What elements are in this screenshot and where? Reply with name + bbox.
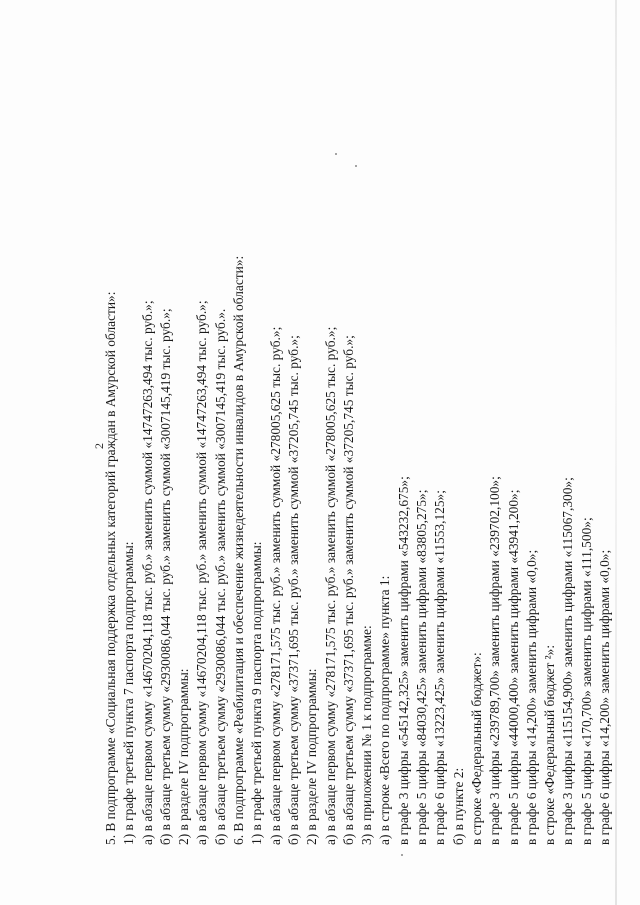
text-line: в графе 5 цифры «44000,400» заменить цифрами «43941,200»; xyxy=(505,489,521,845)
scan-speck xyxy=(401,854,403,856)
text-line: б) в абзаце третьем сумму «2930086,044 тыс. руб.» заменить суммой «3007145,419 тыс. руб.». xyxy=(212,308,228,845)
text-line: б) в абзаце третьем сумму «37371,695 тыс. руб.» заменить суммой «37205,745 тыс. руб.»; xyxy=(285,335,301,845)
text-line: в графе 5 цифры «84030,425» заменить цифрами «83805,275»; xyxy=(414,489,430,845)
text-line: б) в абзаце третьем сумму «37371,695 тыс. руб.» заменить суммой «37205,745 тыс. руб.»; xyxy=(340,335,356,845)
text-line: в графе 3 цифры «115154,900» заменить цифрами «115067,300»; xyxy=(560,477,576,845)
text-line: 6. В подпрограмме «Реабилитация и обеспечение жизнедеятельности инвалидов в Амурской области»: xyxy=(231,255,247,845)
text-line: а) в абзаце первом сумму «278171,575 тыс. руб.» заменить суммой «278005,625 тыс. руб.»; xyxy=(322,326,338,845)
text-line: а) в абзаце первом сумму «14670204,118 тыс. руб.» заменить суммой «14747263,494 тыс. руб.»; xyxy=(194,300,210,845)
text-line: в графе 6 цифры «14,200» заменить цифрами «0,0»; xyxy=(523,549,539,845)
text-line: а) в абзаце первом сумму «14670204,118 тыс. руб.» заменить суммой «14747263,494 тыс. руб.»; xyxy=(139,300,155,845)
text-line: б) в пункте 2: xyxy=(450,767,466,845)
text-line: в графе 3 цифры «239789,700» заменить цифрами «239702,100»; xyxy=(487,476,503,845)
text-line: а) в абзаце первом сумму «278171,575 тыс. руб.» заменить суммой «278005,625 тыс. руб.»; xyxy=(267,326,283,845)
text-line: в графе 3 цифры «545142,325» заменить цифрами «543232,675»; xyxy=(395,476,411,845)
text-line: в строке «Федеральный бюджет ²»: xyxy=(542,644,558,845)
text-line: б) в абзаце третьем сумму «2930086,044 тыс. руб.» заменить суммой «3007145,419 тыс. руб.»; xyxy=(157,308,173,845)
document-body xyxy=(102,155,614,845)
text-line: 2) в разделе IV подпрограммы: xyxy=(304,668,320,845)
scan-edge xyxy=(615,0,617,905)
text-line: в графе 6 цифры «14,200» заменить цифрами «0,0»; xyxy=(597,549,613,845)
text-line: 5. В подпрограмме «Социальная поддержка отдельных категорий граждан в Амурской области»: xyxy=(103,291,118,845)
text-line: 2) в разделе IV подпрограммы: xyxy=(176,668,192,845)
text-line: в строке «Федеральный бюджет»: xyxy=(468,652,484,845)
text-line: 1) в графе третьей пункта 7 паспорта подпрограммы: xyxy=(121,541,137,845)
text-line: в графе 5 цифры «170,700» заменить цифрами «111,500»; xyxy=(578,517,594,845)
page-number: 2 xyxy=(92,443,106,449)
text-line: в графе 6 цифры «13223,425» заменить цифрами «11553,125»; xyxy=(432,490,448,845)
text-line: 1) в графе третьей пункта 9 паспорта подпрограммы: xyxy=(249,541,265,845)
text-line: 3) в приложении № 1 к подпрограмме: xyxy=(359,625,375,845)
text-line: а) в строке «Всего по подпрограмме» пункта 1: xyxy=(377,575,393,845)
